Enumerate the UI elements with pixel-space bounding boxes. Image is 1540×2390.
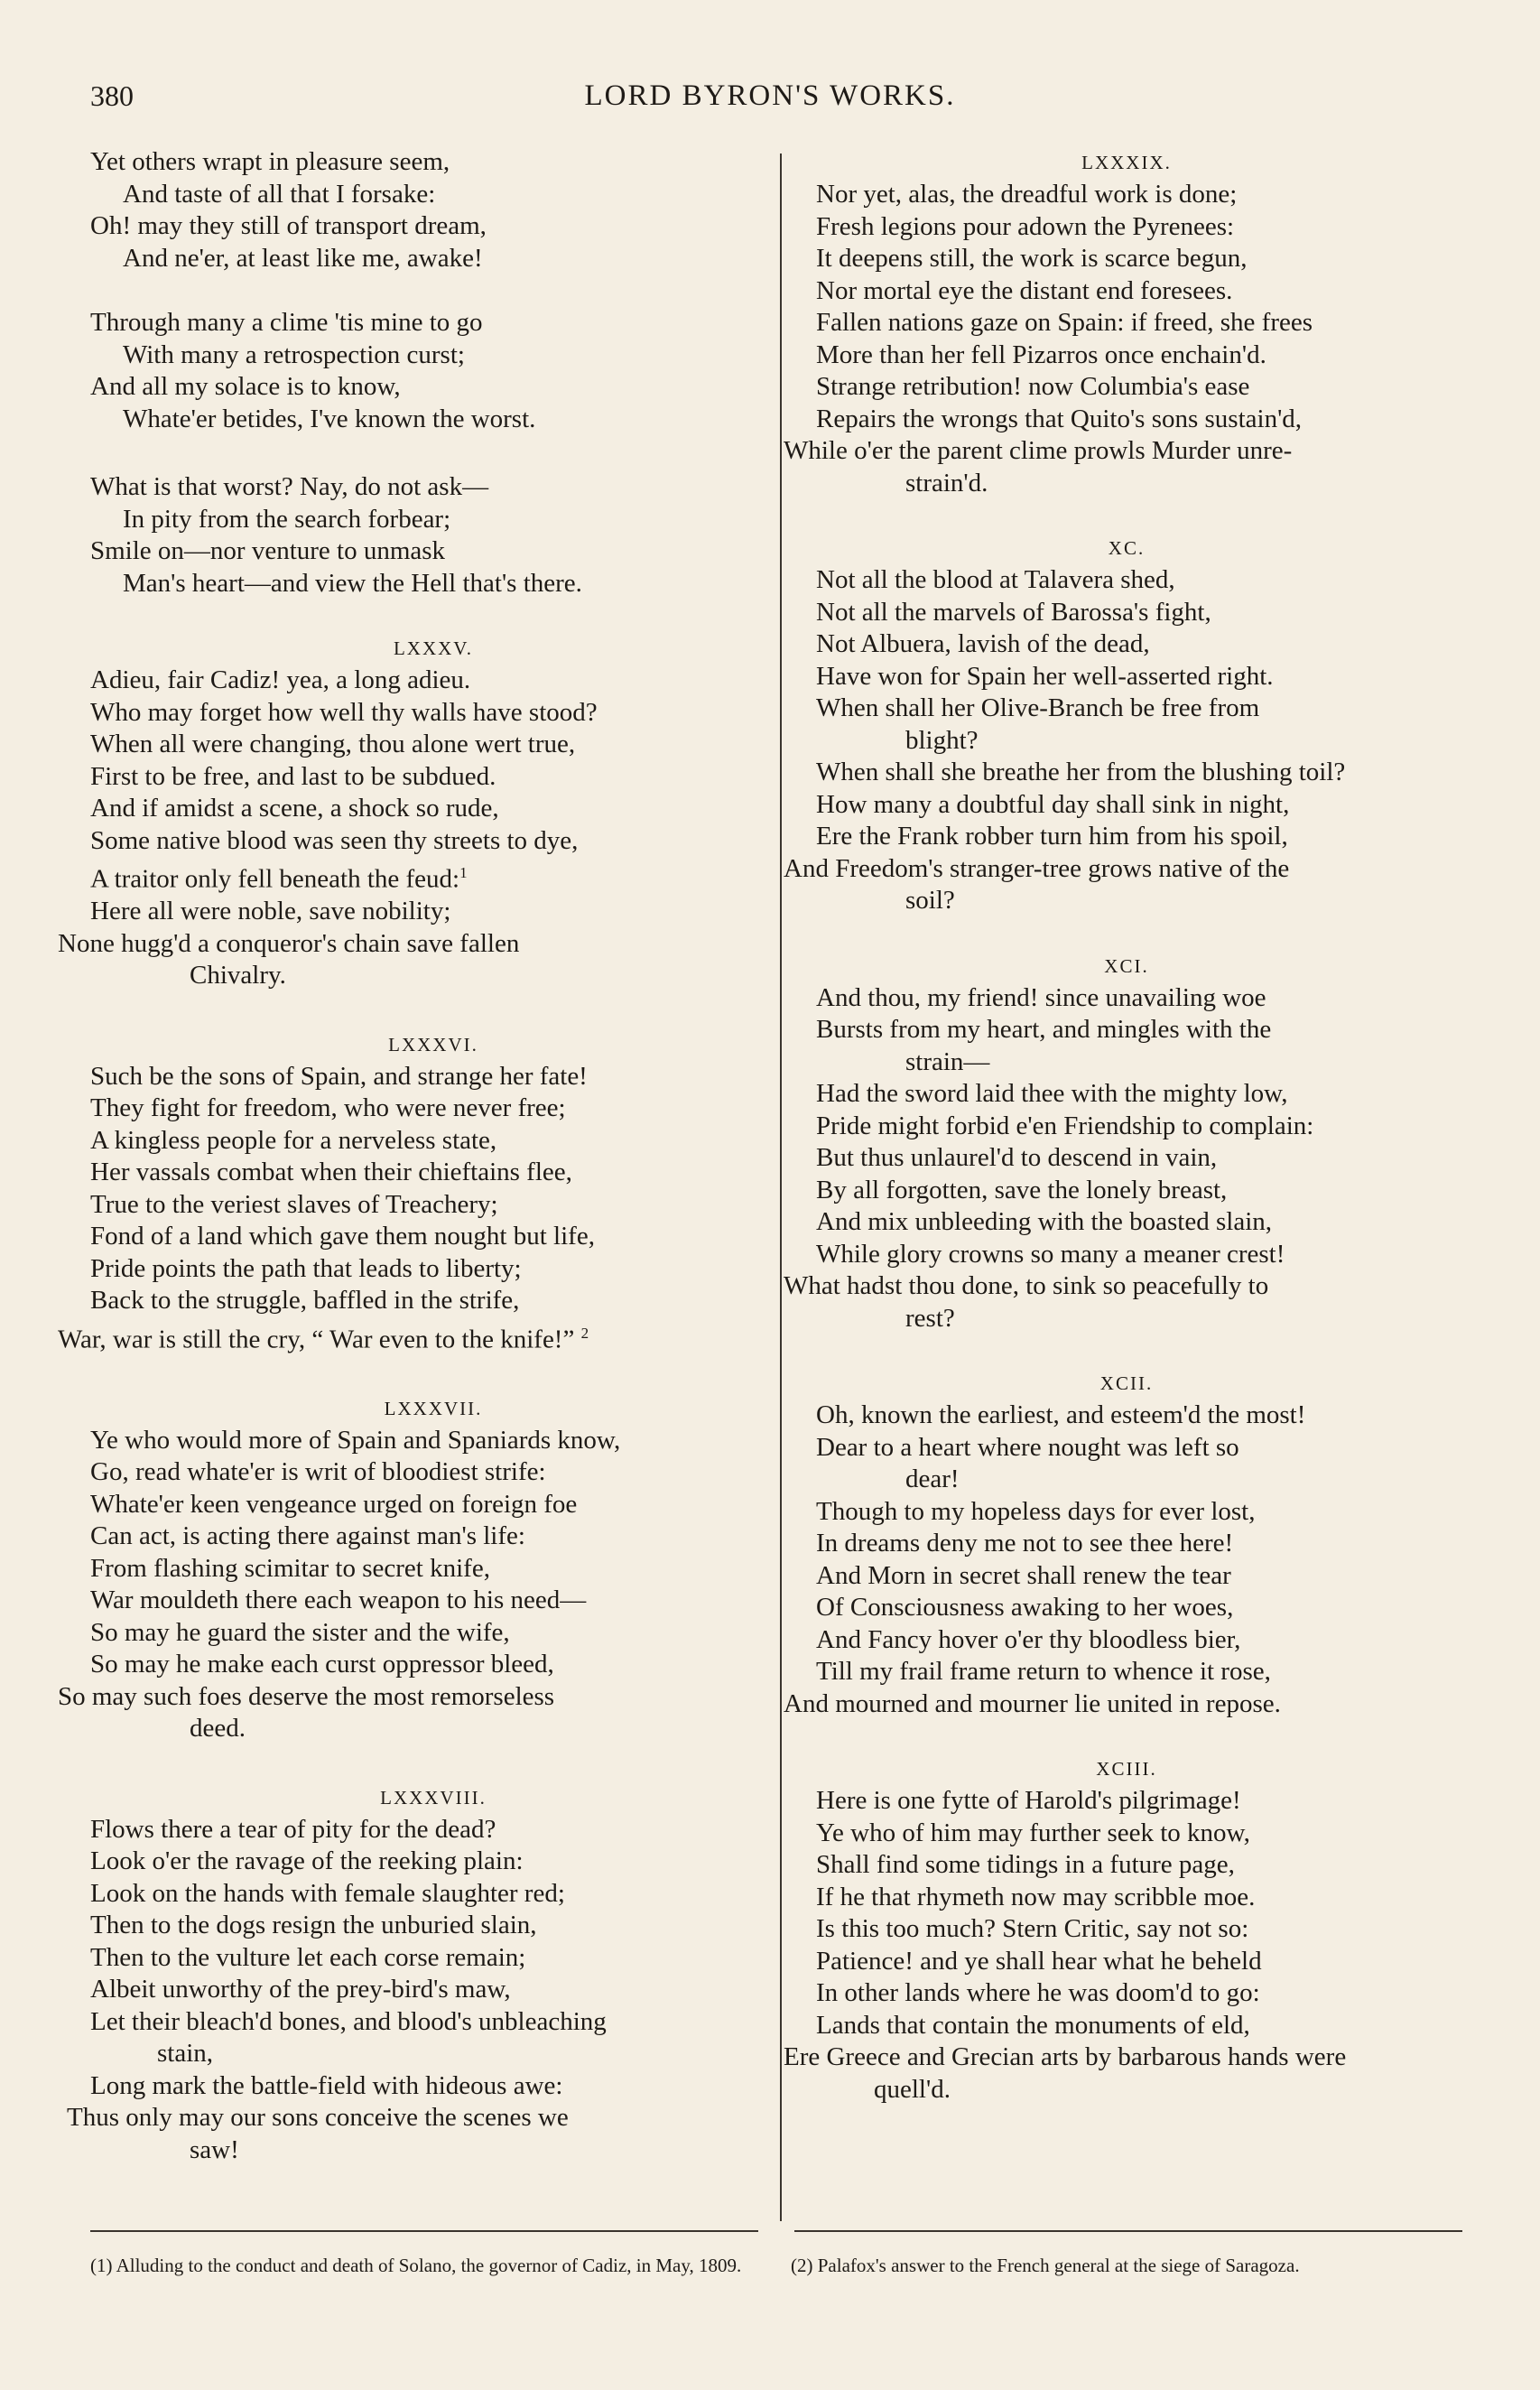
verse-line: And Fancy hover o'er thy bloodless bier, [816, 1624, 1241, 1654]
verse-line: Smile on—nor venture to unmask [90, 536, 446, 565]
verse-line: By all forgotten, save the lonely breast, [816, 1175, 1228, 1204]
stanza-intro-2 [90, 307, 776, 435]
verse-line: Such be the sons of Spain, and strange her fate! [90, 1061, 588, 1091]
verse-line: In pity from the search forbear; [123, 504, 451, 534]
verse-line: Not Albuera, lavish of the dead, [816, 629, 1150, 658]
verse-line: Of Consciousness awaking to her woes, [816, 1593, 1234, 1622]
verse-line: Shall find some tidings in a future page, [816, 1850, 1235, 1879]
running-title: LORD BYRON'S WORKS. [584, 79, 956, 112]
stanza-number: XCI. [1104, 954, 1149, 977]
verse-line: Chivalry. [190, 961, 286, 990]
verse-line: Yet others wrapt in pleasure seem, [90, 147, 450, 176]
verse-line: While glory crowns so many a meaner crest! [816, 1239, 1285, 1269]
stanza-93 [784, 1785, 1470, 2106]
footnote-ref-1: 1 [459, 864, 468, 881]
verse-line: quell'd. [874, 2074, 951, 2104]
verse-line: Fresh legions pour adown the Pyrenees: [816, 211, 1235, 241]
stanza-number: LXXXVIII. [380, 1786, 487, 1809]
verse-line: And Freedom's stranger-tree grows native of the [784, 853, 1290, 883]
verse-line [58, 1317, 776, 1356]
verse-line: rest? [905, 1303, 955, 1333]
verse-line: Oh, known the earliest, and esteem'd the most! [816, 1400, 1306, 1429]
verse-line: Then to the vulture let each corse remain; [90, 1942, 526, 1972]
stanza-90 [784, 564, 1470, 917]
stanza-88 [67, 1814, 776, 2167]
right-column [784, 146, 1470, 2106]
stanza-number: XC. [1108, 537, 1146, 559]
stanza-89 [784, 179, 1470, 499]
verse-line: Long mark the battle-field with hideous awe: [90, 2070, 563, 2100]
verse-line: And mix unbleeding with the boasted slain, [816, 1207, 1273, 1236]
verse-line: Oh! may they still of transport dream, [90, 211, 487, 240]
verse-line: saw! [190, 2134, 239, 2164]
verse-line: And mourned and mourner lie united in repose. [784, 1688, 1281, 1718]
page-header [0, 79, 1540, 125]
stanza-number: LXXXIX. [1081, 152, 1172, 173]
verse-line: Lands that contain the monuments of eld, [816, 2010, 1250, 2040]
verse-line: How many a doubtful day shall sink in night, [816, 789, 1290, 819]
stanza-number: XCII. [1099, 1372, 1154, 1394]
footnote-rule [794, 2230, 1462, 2232]
verse-line: strain'd. [905, 468, 988, 498]
verse-line: Not all the marvels of Barossa's fight, [816, 597, 1211, 627]
verse-line: Patience! and ye shall hear what he beheld [816, 1946, 1262, 1976]
verse-line: Is this too much? Stern Critic, say not so: [816, 1914, 1249, 1943]
verse-line: Pride might forbid e'en Friendship to complain: [816, 1111, 1314, 1140]
verse-line: So may he guard the sister and the wife, [90, 1617, 510, 1647]
verse-line: Till my frail frame return to whence it rose, [816, 1657, 1271, 1686]
footnote-ref-2: 2 [580, 1324, 589, 1342]
verse-line: Fond of a land which gave them nought but life, [90, 1222, 595, 1251]
verse-line: deed. [190, 1714, 246, 1744]
verse-line: When shall her Olive-Branch be free from [816, 693, 1260, 722]
verse-line: Repairs the wrongs that Quito's sons sustain'd, [816, 404, 1303, 433]
verse-line: Not all the blood at Talavera shed, [816, 565, 1175, 594]
verse-line: None hugg'd a conqueror's chain save fallen [58, 928, 520, 958]
column-divider [780, 153, 782, 2221]
verse-line: Here all were noble, save nobility; [90, 897, 451, 926]
verse-line: Had the sword laid thee with the mighty low, [816, 1079, 1288, 1108]
verse-line: But thus unlaurel'd to descend in vain, [816, 1143, 1218, 1172]
verse-line: Ere the Frank robber turn him from his spoil, [816, 822, 1288, 851]
verse-line: Her vassals combat when their chieftains flee, [90, 1158, 572, 1187]
verse-line: What is that worst? Nay, do not ask— [90, 472, 489, 501]
footnote-1: (1) Alluding to the conduct and death of Solano, the governor of Cadiz, in May, 1809. [90, 2255, 742, 2276]
verse-line: Thus only may our sons conceive the scenes we [67, 2103, 569, 2133]
stanza-number: LXXXVI. [388, 1033, 478, 1056]
verse-line: And all my solace is to know, [90, 372, 401, 401]
verse-line: In dreams deny me not to see thee here! [816, 1529, 1234, 1558]
verse-line: True to the veriest slaves of Treachery; [90, 1189, 498, 1219]
verse-line: First to be free, and last to be subdued. [90, 761, 496, 791]
verse-line: Bursts from my heart, and mingles with the [816, 1015, 1272, 1044]
verse-line: Go, read whate'er is writ of bloodiest strife: [90, 1457, 546, 1487]
verse-line: Look on the hands with female slaughter red; [90, 1878, 565, 1908]
stanza-86 [58, 1061, 776, 1356]
verse-line: Let their bleach'd bones, and blood's unbleaching [90, 2006, 607, 2036]
verse-line: Back to the struggle, baffled in the strife, [90, 1286, 520, 1316]
verse-line: Ye who of him may further seek to know, [816, 1818, 1250, 1847]
footnote-rule [90, 2230, 758, 2232]
footnote-2: (2) Palafox's answer to the French general at the siege of Saragoza. [791, 2255, 1300, 2276]
verse-line: Through many a clime 'tis mine to go [90, 308, 483, 337]
verse-line: A kingless people for a nerveless state, [90, 1125, 497, 1155]
verse-line: Look o'er the ravage of the reeking plain: [90, 1846, 524, 1876]
verse-line: Nor mortal eye the distant end foresees. [816, 275, 1233, 305]
verse-line: Whate'er keen vengeance urged on foreign foe [90, 1489, 578, 1519]
stanza-number: LXXXVII. [384, 1397, 483, 1419]
verse-line: Pride points the path that leads to liberty; [90, 1253, 522, 1283]
verse-line: Flows there a tear of pity for the dead? [90, 1814, 496, 1844]
stanza-number: XCIII. [1096, 1758, 1157, 1780]
verse-line: Adieu, fair Cadiz! yea, a long adieu. [90, 665, 471, 694]
verse-line: Ye who would more of Spain and Spaniards know, [90, 1425, 621, 1455]
page-number: 380 [90, 79, 134, 112]
verse-line: And thou, my friend! since unavailing woe [816, 982, 1266, 1012]
stanza-intro-3 [90, 471, 776, 600]
verse-line: soil? [905, 886, 955, 915]
verse-line: Dear to a heart where nought was left so [816, 1432, 1239, 1462]
verse-line: Some native blood was seen thy streets to dye, [90, 825, 579, 855]
verse-line: stain, [157, 2039, 214, 2069]
verse-line: With many a retrospection curst; [123, 339, 465, 369]
verse-line: If he that rhymeth now may scribble moe. [816, 1882, 1256, 1911]
verse-line: Who may forget how well thy walls have stood? [90, 697, 598, 727]
verse-line: It deepens still, the work is scarce begun, [816, 244, 1248, 273]
verse-line: And if amidst a scene, a shock so rude, [90, 794, 499, 823]
verse-line: Have won for Spain her well-asserted right. [816, 661, 1274, 691]
verse-line: Strange retribution! now Columbia's ease [816, 372, 1250, 401]
verse-line: dear! [905, 1465, 960, 1493]
verse-line: In other lands where he was doom'd to go: [816, 1978, 1260, 2007]
verse-line: War mouldeth there each weapon to his need— [90, 1586, 587, 1615]
left-column [58, 146, 776, 2166]
verse-line: And taste of all that I forsake: [123, 179, 436, 209]
verse-line: Then to the dogs resign the unburied slain, [90, 1911, 537, 1940]
verse-line: When shall she breathe her from the blushing toil? [816, 758, 1346, 786]
verse-line: While o'er the parent clime prowls Murder unre- [784, 436, 1293, 465]
verse-line: Though to my hopeless days for ever lost, [816, 1496, 1256, 1526]
stanza-number: LXXXV. [393, 637, 474, 659]
verse-line: What hadst thou done, to sink so peacefully to [784, 1271, 1269, 1300]
verse-line: So may such foes deserve the most remorseless [58, 1681, 555, 1711]
verse-text: War, war is still the cry, “ War even to the knife!” [58, 1325, 575, 1354]
verse-line: More than her fell Pizarros once enchain'd. [816, 339, 1266, 369]
verse-line: And Morn in secret shall renew the tear [816, 1560, 1231, 1590]
stanza-92 [784, 1400, 1470, 1720]
stanza-85 [58, 665, 776, 992]
verse-line: So may he make each curst oppressor bleed, [90, 1650, 554, 1679]
verse-line: And ne'er, at least like me, awake! [123, 243, 483, 273]
verse-line: Ere Greece and Grecian arts by barbarous hands were [784, 2042, 1347, 2071]
verse-line: Man's heart—and view the Hell that's there. [123, 568, 582, 598]
verse-line: Here is one fytte of Harold's pilgrimage! [816, 1786, 1241, 1815]
verse-line: They fight for freedom, who were never free; [90, 1093, 566, 1123]
stanza-intro-1 [90, 146, 776, 274]
verse-line: From flashing scimitar to secret knife, [90, 1553, 490, 1583]
verse-line: Albeit unworthy of the prey-bird's maw, [90, 1975, 511, 2004]
verse-line: Whate'er betides, I've known the worst. [123, 404, 536, 433]
verse-line: Can act, is acting there against man's life: [90, 1521, 525, 1551]
verse-line: blight? [905, 725, 979, 755]
stanza-91 [784, 982, 1470, 1335]
verse-line: When all were changing, thou alone wert true, [90, 730, 576, 758]
verse-line: strain— [905, 1046, 990, 1076]
verse-line: Nor yet, alas, the dreadful work is done; [816, 180, 1238, 209]
verse-text: A traitor only fell beneath the feud: [90, 864, 460, 894]
verse-line: Fallen nations gaze on Spain: if freed, she frees [816, 308, 1313, 337]
stanza-87 [58, 1425, 776, 1745]
verse-line [90, 857, 776, 896]
